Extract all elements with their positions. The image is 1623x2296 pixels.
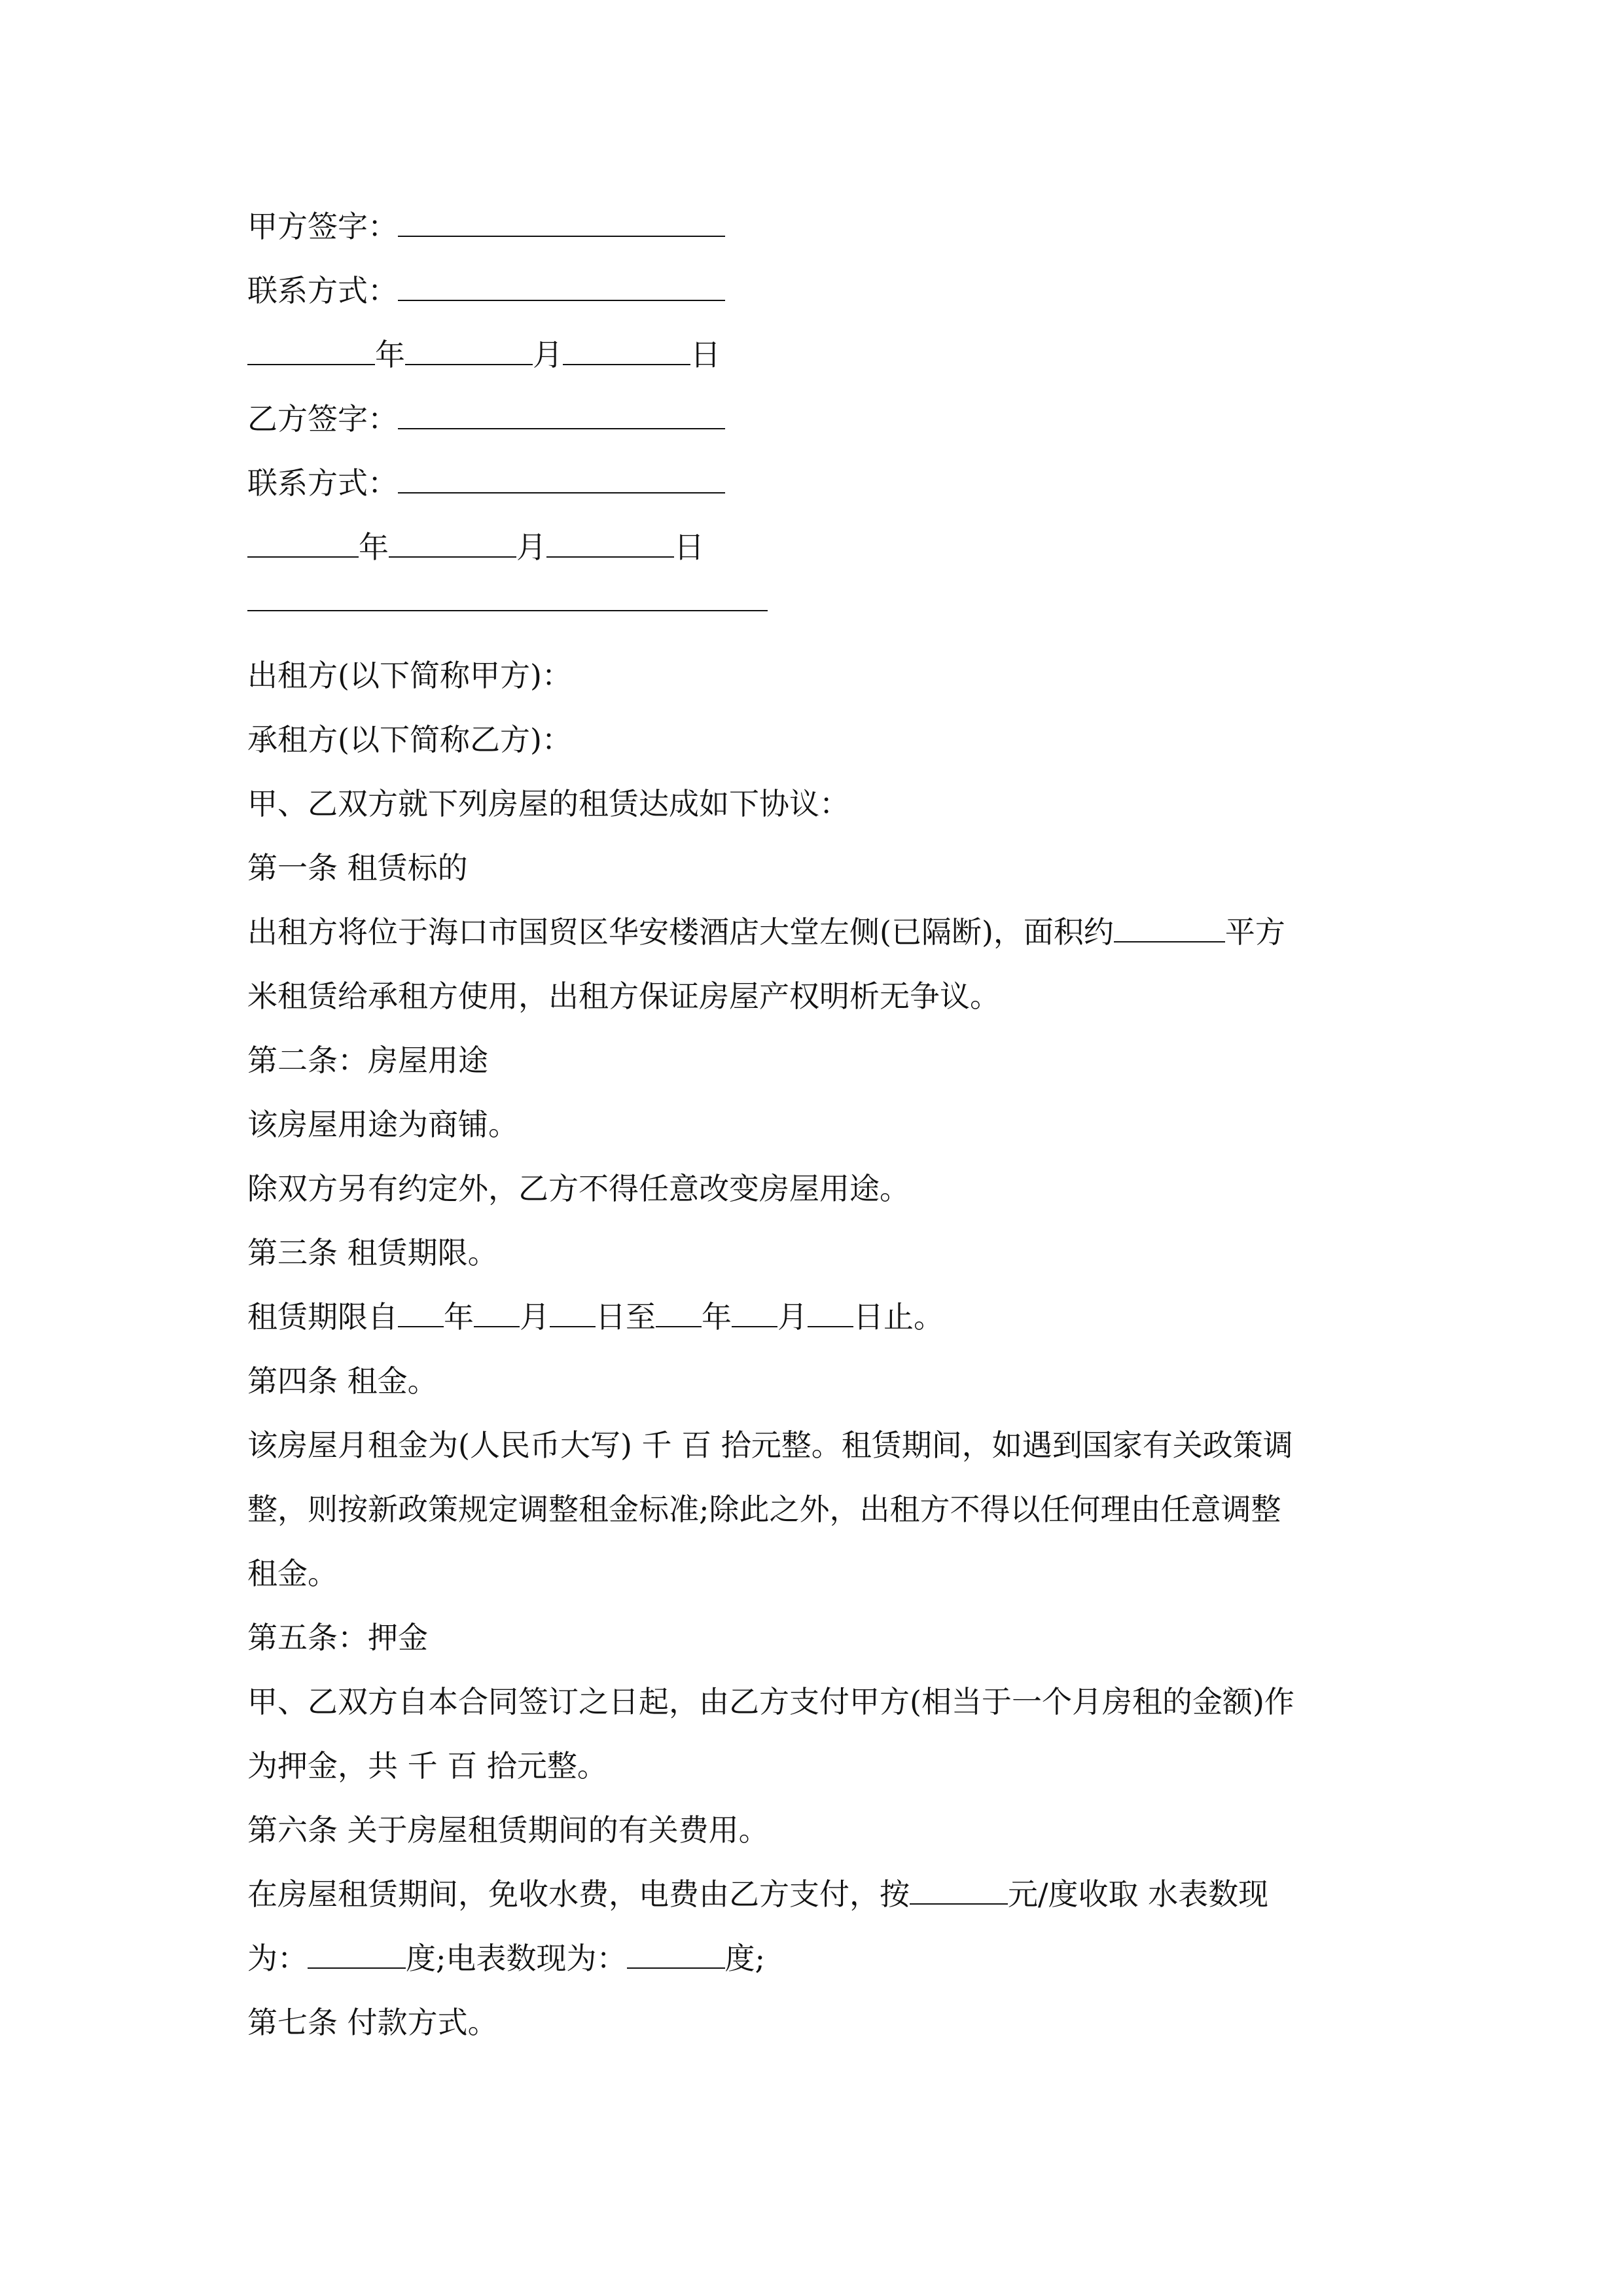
party-b-sign-label: 乙方签字： xyxy=(247,401,398,437)
party-a-sign-label: 甲方签字： xyxy=(247,209,398,244)
month-blank-1 xyxy=(405,338,533,365)
article-4-line-2: 整，则按新政策规定调整租金标准;除此之外，出租方不得以任何理由任意调整 xyxy=(247,1492,1281,1527)
article-6-line1-a: 在房屋租赁期间，免收水费，电费由乙方支付，按 xyxy=(247,1876,910,1912)
article-1-line-1 xyxy=(247,912,1285,952)
article-2-line-1: 该房屋用途为商铺。 xyxy=(247,1107,518,1142)
article-6-line2-c: 度; xyxy=(724,1941,765,1976)
lessee-line: 承租方(以下简称乙方)： xyxy=(247,722,572,757)
article-1-title: 第一条 租赁标的 xyxy=(247,850,468,886)
start-day-to-label: 日至 xyxy=(596,1299,656,1335)
year-label-1: 年 xyxy=(375,337,405,372)
article-5-title: 第五条：押金 xyxy=(247,1620,428,1655)
day-label-1: 日 xyxy=(690,337,721,372)
month-label-2: 月 xyxy=(516,529,546,565)
start-year-blank xyxy=(398,1300,444,1327)
start-month-label: 月 xyxy=(520,1299,550,1335)
day-label-2: 日 xyxy=(674,529,704,565)
end-day-label: 日止。 xyxy=(853,1299,944,1335)
article-7-title: 第七条 付款方式。 xyxy=(247,2005,498,2040)
party-a-sign-line xyxy=(247,207,725,246)
day-blank-2 xyxy=(546,530,674,558)
contact-blank-2 xyxy=(398,466,725,493)
party-a-sign-blank xyxy=(398,209,725,237)
date-line-2 xyxy=(247,528,704,567)
article-4-line-3: 租金。 xyxy=(247,1556,338,1591)
year-blank-1 xyxy=(247,338,375,365)
electricity-rate-blank xyxy=(910,1877,1008,1905)
year-label-2: 年 xyxy=(359,529,389,565)
article-1-text-part2: 平方 xyxy=(1224,914,1285,950)
contact-label-2: 联系方式： xyxy=(247,465,398,501)
article-3-title: 第三条 租赁期限。 xyxy=(247,1235,498,1270)
article-6-line2-b: 度;电表数现为： xyxy=(406,1941,627,1976)
month-label-1: 月 xyxy=(533,337,563,372)
article-6-line2-a: 为： xyxy=(247,1941,308,1976)
end-year-blank xyxy=(656,1300,702,1327)
day-blank-1 xyxy=(563,338,690,365)
date-line-1 xyxy=(247,335,721,374)
article-6-line-2 xyxy=(247,1939,765,1978)
start-year-label: 年 xyxy=(444,1299,474,1335)
start-month-blank xyxy=(474,1300,520,1327)
article-6-line1-b: 元/度收取 水表数现 xyxy=(1008,1876,1269,1912)
end-month-blank xyxy=(732,1300,777,1327)
party-b-sign-line xyxy=(247,399,725,439)
intro-line: 甲、乙双方就下列房屋的租赁达成如下协议： xyxy=(247,786,849,821)
month-blank-2 xyxy=(389,530,516,558)
article-2-line-2: 除双方另有约定外，乙方不得任意改变房屋用途。 xyxy=(247,1171,910,1206)
end-month-label: 月 xyxy=(777,1299,808,1335)
end-day-blank xyxy=(808,1300,853,1327)
article-5-line-2: 为押金，共 千 百 拾元整。 xyxy=(247,1748,607,1784)
article-4-line-1: 该房屋月租金为(人民币大写) 千 百 拾元整。租赁期间，如遇到国家有关政策调 xyxy=(247,1427,1293,1463)
article-4-title: 第四条 租金。 xyxy=(247,1363,438,1399)
end-year-label: 年 xyxy=(702,1299,732,1335)
contact-line-2 xyxy=(247,463,725,503)
lease-term-prefix: 租赁期限自 xyxy=(247,1299,398,1335)
section-divider xyxy=(247,610,768,611)
contact-line-1 xyxy=(247,271,725,310)
year-blank-2 xyxy=(247,530,359,558)
electric-meter-blank xyxy=(627,1941,725,1969)
article-5-line-1: 甲、乙双方自本合同签订之日起，由乙方支付甲方(相当于一个月房租的金额)作 xyxy=(247,1684,1294,1719)
article-1-line-2: 米租赁给承租方使用，出租方保证房屋产权明析无争议。 xyxy=(247,978,1000,1014)
area-blank xyxy=(1114,915,1225,942)
start-day-blank xyxy=(550,1300,596,1327)
article-1-text-part1: 出租方将位于海口市国贸区华安楼酒店大堂左侧(已隔断)，面积约 xyxy=(247,914,1114,950)
article-3-line-1 xyxy=(247,1297,944,1336)
contact-blank-1 xyxy=(398,274,725,301)
lessor-line: 出租方(以下简称甲方)： xyxy=(247,658,572,693)
article-2-title: 第二条：房屋用途 xyxy=(247,1043,488,1078)
contact-label-1: 联系方式： xyxy=(247,273,398,308)
party-b-sign-blank xyxy=(398,402,725,429)
water-meter-blank xyxy=(308,1941,406,1969)
article-6-title: 第六条 关于房屋租赁期间的有关费用。 xyxy=(247,1812,769,1848)
article-6-line-1 xyxy=(247,1874,1268,1914)
